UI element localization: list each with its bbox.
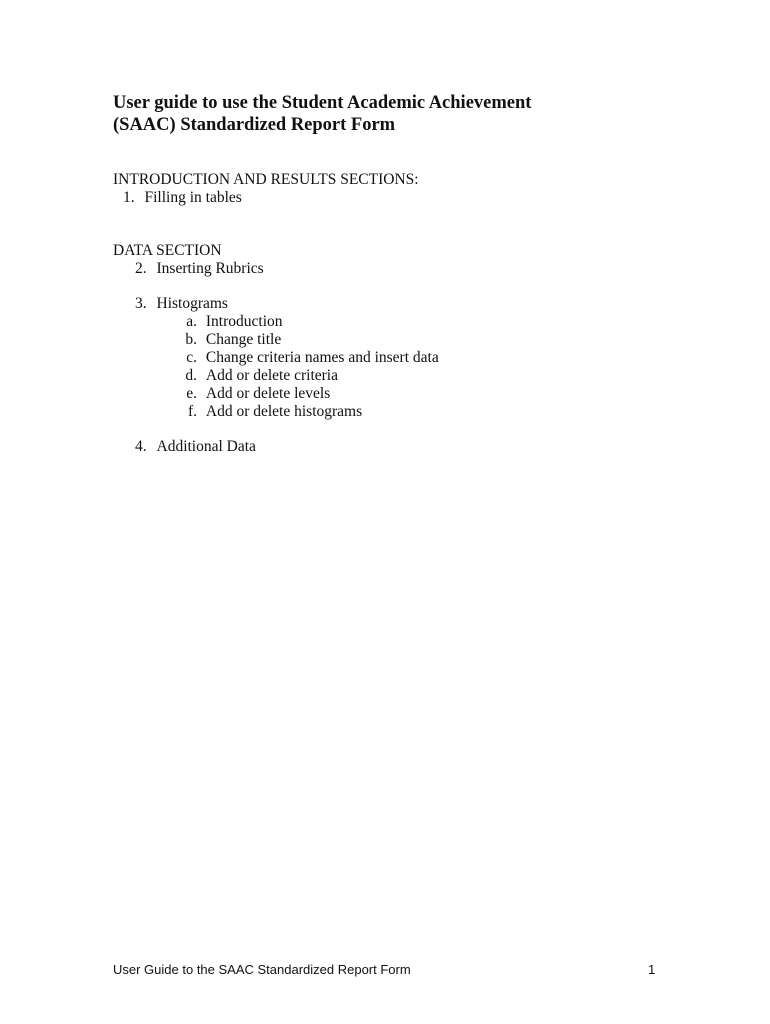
toc-subitem-letter: d. [185,367,197,384]
document-title-line-1: User guide to use the Student Academic Achievement [113,93,532,113]
toc-item-4 [135,438,256,456]
toc-subitem-label: Change criteria names and insert data [205,349,439,366]
toc-item-label: Filling in tables [144,189,242,206]
toc-subitem-d [181,367,338,385]
toc-subitem-label: Add or delete criteria [205,367,338,384]
toc-subitem-f [181,403,362,421]
toc-subitem-b [181,331,281,349]
toc-item-label: Inserting Rubrics [156,260,264,277]
toc-subitem-letter: e. [186,385,197,402]
page-number: 1 [648,962,656,977]
toc-item-2 [135,260,264,278]
toc-item-number: 2. [135,260,147,277]
toc-subitem-label: Change title [205,331,282,348]
toc-item-label: Histograms [156,295,228,312]
toc-item-number: 3. [135,295,147,312]
toc-item-number: 1. [123,189,135,206]
toc-subitem-label: Introduction [205,313,283,330]
toc-item-1 [123,189,242,207]
toc-subitem-a [181,313,283,331]
toc-subitem-letter: a. [186,313,197,330]
document-title-line-2: (SAAC) Standardized Report Form [113,115,396,135]
toc-item-3 [135,295,228,313]
toc-subitem-c [181,349,439,367]
toc-subitem-label: Add or delete levels [205,385,331,402]
section-heading-data: DATA SECTION [113,242,222,259]
page-footer-text: User Guide to the SAAC Standardized Report Form [113,962,411,977]
toc-item-number: 4. [135,438,147,455]
section-heading-intro-results: INTRODUCTION AND RESULTS SECTIONS: [113,171,419,188]
toc-subitem-letter: b. [185,331,197,348]
toc-item-label: Additional Data [156,438,256,455]
toc-subitem-letter: c. [186,349,197,366]
toc-subitem-letter: f. [187,403,197,420]
toc-subitem-e [181,385,330,403]
toc-subitem-label: Add or delete histograms [205,403,363,420]
document-title [113,92,531,136]
